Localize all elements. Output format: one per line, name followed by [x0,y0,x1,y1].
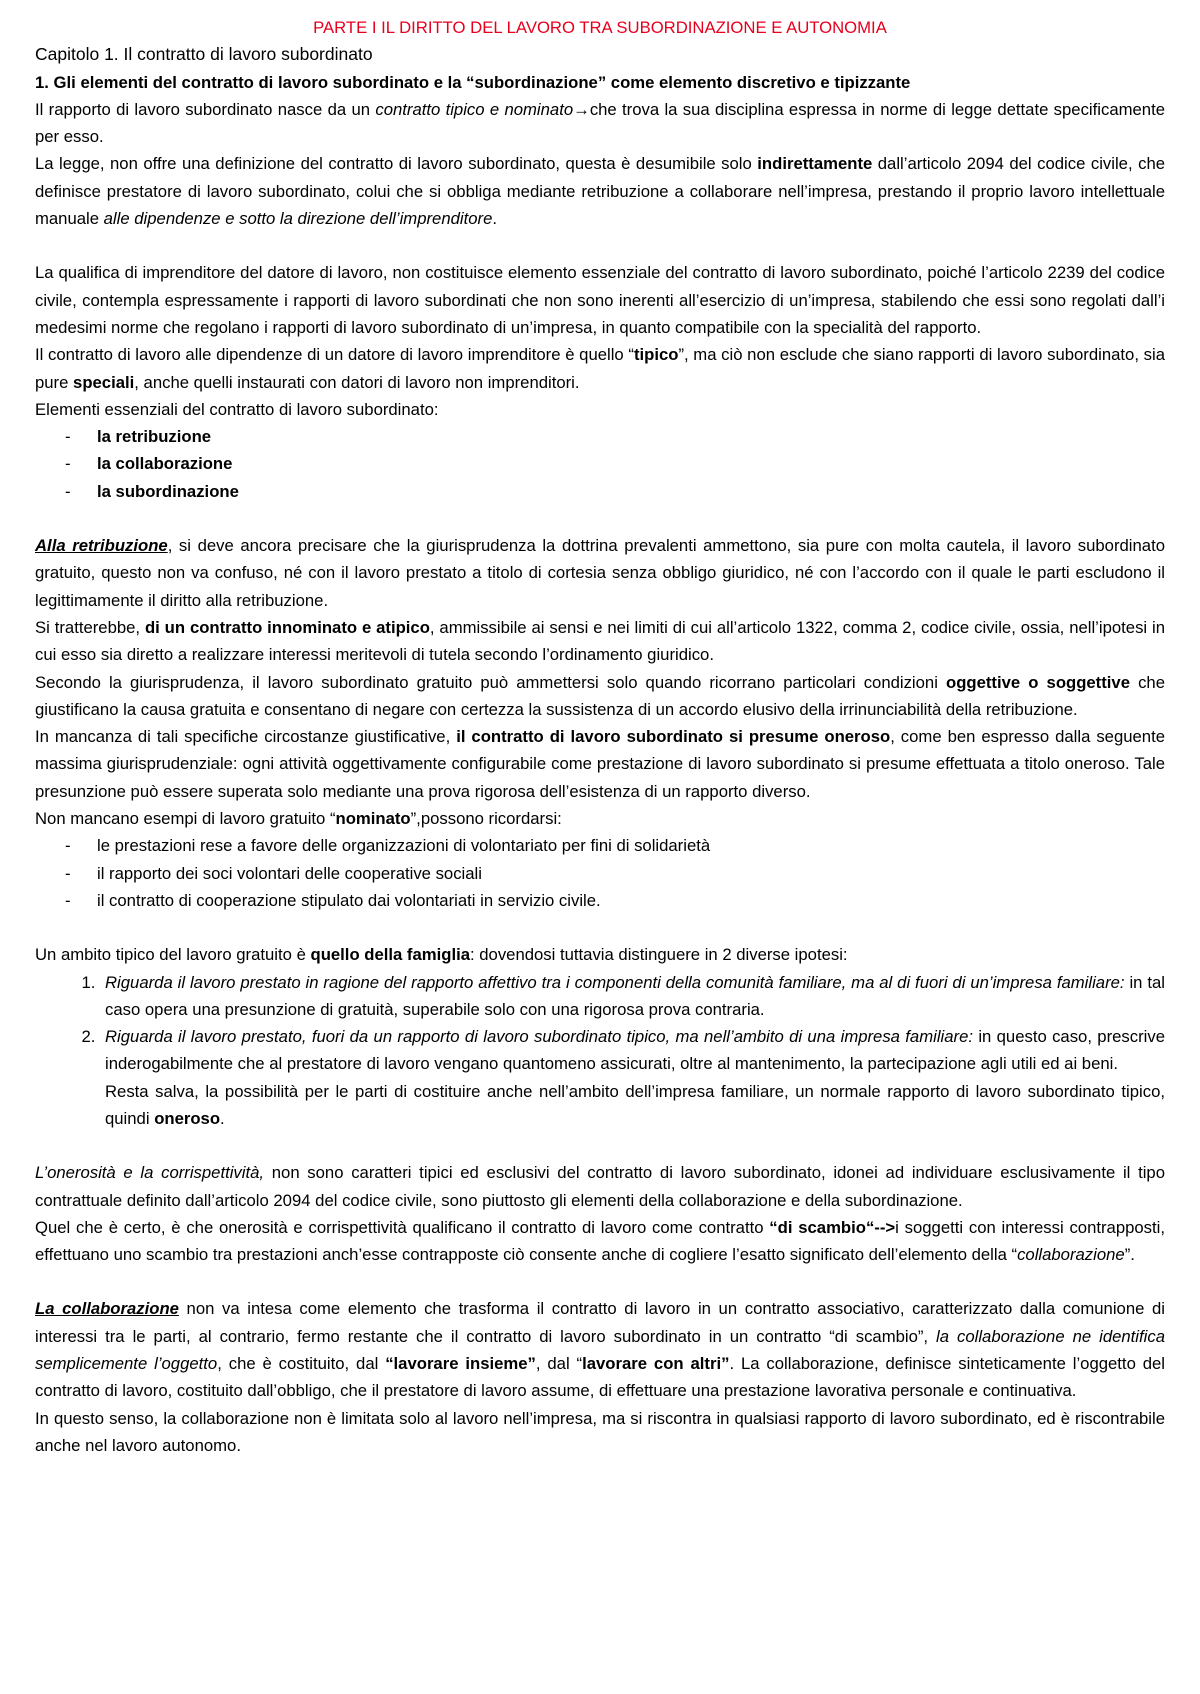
paragraph: Si tratterebbe, di un contratto innominato e atipico, ammissibile ai sensi e nei limiti di cui all’articolo 1322, comma 2, codice civile, ossia, nell’ipotesi in cui esso sia diretto a realizzare interessi meritevoli di tutela secondo l’ordinamento giuridico. [35,617,1165,665]
paragraph: Alla retribuzione, si deve ancora precisare che la giurisprudenza la dottrina prevalenti ammettono, sia pure con molta cautela, il lavoro subordinato gratuito, questo non va confuso, né con il lavoro prestato a titolo di cortesia senza obbligo giuridico, né con l’accordo con il quale le parti escludono il legittimamente il diritto alla retribuzione. [35,536,1165,610]
list-item-continuation: Resta salva, la possibilità per le parti di costituire anche nell’ambito dell’impresa familiare, un normale rapporto di lavoro subordinato tipico, quindi oneroso. [105,1081,1165,1128]
paragraph: La qualifica di imprenditore del datore di lavoro, non costituisce elemento essenziale del contratto di lavoro subordinato, poiché l’articolo 2239 del codice civile, contempla espressamente i rapporti di lavoro subordinati che non sono inerenti all’esercizio di un’impresa, stabilendo che essi sono regolati dall’i medesimi norme che regolano i rapporti di lavoro subordinato di un’impresa, in quanto compatibile con la specialità del rapporto. [35,263,1165,337]
chapter-title: Capitolo 1. Il contratto di lavoro subordinato [35,44,373,65]
paragraph: Un ambito tipico del lavoro gratuito è quello della famiglia: dovendosi tuttavia distinguere in 2 diverse ipotesi: [35,945,848,965]
paragraph: In mancanza di tali specifiche circostanze giustificative, il contratto di lavoro subordinato si presume oneroso, come ben espresso dalla seguente massima giurisprudenziale: ogni attività oggettivamente configurabile come prestazione di lavoro subordinato si presume effettuata a titolo oneroso. Tale presunzione può essere superata solo mediante una prova rigorosa dell’esistenza di un rapporto diverso. [35,727,1165,801]
list-item: 1. Riguarda il lavoro prestato in ragione del rapporto affettivo tra i componenti della comunità familiare, ma al di fuori di un’impresa familiare: in tal caso opera una presunzione di gratuità, superabile solo con una rigorosa prova contraria. [100,969,1165,1024]
gratuitous-work-examples-list [35,832,1165,914]
essential-elements-list [35,423,1165,505]
paragraph: La collaborazione non va intesa come elemento che trasforma il contratto di lavoro in un contratto associativo, caratterizzato dalla comunione di interessi tra le parti, al contrario, fermo restante che il contratto di lavoro subordinato in un contratto “di scambio”, la collaborazione ne identifica semplicemente l’oggetto, che è costituito, dal “lavorare insieme”, dal “lavorare con altri”. La collaborazione, definisce sinteticamente l’oggetto del contratto di lavoro, costituito dall’obbligo, che il prestatore di lavoro assume, di effettuare una prestazione lavorativa personale e continuativa. [35,1299,1165,1401]
family-hypotheses-list [35,969,1165,1133]
list-item: - la subordinazione [65,478,1165,505]
paragraph: In questo senso, la collaborazione non è limitata solo al lavoro nell’impresa, ma si riscontra in qualsiasi rapporto di lavoro subordinato, ed è riscontrabile anche nel lavoro autonomo. [35,1408,1165,1455]
list-item: 2. Riguarda il lavoro prestato, fuori da un rapporto di lavoro subordinato tipico, ma nell’ambito di una impresa familiare: in questo caso, prescrive inderogabilmente che al prestatore di lavoro vengano quantomeno assicurati, oltre al mantenimento, la partecipazione agli utili ed ai beni. Resta salva, la possibilità per le parti di costituire anche nell’ambito dell’impresa familiare, un normale rapporto di lavoro subordinato tipico, quindi oneroso. [100,1023,1165,1132]
paragraph: Non mancano esempi di lavoro gratuito “nominato”,possono ricordarsi: [35,809,562,829]
paragraph: Secondo la giurisprudenza, il lavoro subordinato gratuito può ammettersi solo quando ricorrano particolari condizioni oggettive o soggettive che giustificano la causa gratuita e consentano di negare con certezza la sussistenza di un accordo elusivo della irrinunciabilità della retribuzione. [35,672,1165,719]
list-item: - il rapporto dei soci volontari delle cooperative sociali [65,860,1165,887]
list-item: - la retribuzione [65,423,1165,450]
list-item: - le prestazioni rese a favore delle organizzazioni di volontariato per fini di solidarietà [65,832,1165,859]
paragraph: Il contratto di lavoro alle dipendenze di un datore di lavoro imprenditore è quello “tipico”, ma ciò non esclude che siano rapporti di lavoro subordinato, sia pure speciali, anche quelli instaurati con datori di lavoro non imprenditori. [35,345,1165,392]
paragraph: Elementi essenziali del contratto di lavoro subordinato: [35,399,439,419]
paragraph: La legge, non offre una definizione del contratto di lavoro subordinato, questa è desumibile solo indirettamente dall’articolo 2094 del codice civile, che definisce prestatore di lavoro subordinato, colui che si obbliga mediante retribuzione a collaborare nell’impresa, prestando il proprio lavoro intellettuale manuale alle dipendenze e sotto la direzione dell’imprenditore. [35,154,1166,229]
section-title: 1. Gli elementi del contratto di lavoro subordinato e la “subordinazione” come elemento discretivo e tipizzante [35,72,911,92]
list-item: - la collaborazione [65,450,1165,477]
part-title: PARTE I IL DIRITTO DEL LAVORO TRA SUBORDINAZIONE E AUTONOMIA [313,18,887,37]
paragraph: L’onerosità e la corrispettività, non sono caratteri tipici ed esclusivi del contratto di lavoro subordinato, idonei ad individuare esclusivamente il tipo contrattuale definito dall’articolo 2094 del codice civile, sono piuttosto gli elementi della collaborazione e della subordinazione. [35,1163,1165,1210]
paragraph: Il rapporto di lavoro subordinato nasce da un contratto tipico e nominato→che trova la sua disciplina espressa in norme di legge dettate specificamente per esso. [35,99,1165,147]
list-item: - il contratto di cooperazione stipulato dai volontariati in servizio civile. [65,887,1165,914]
paragraph: Quel che è certo, è che onerosità e corrispettività qualificano il contratto di lavoro come contratto “di scambio“-->i soggetti con interessi contrapposti, effettuano uno scambio tra prestazioni anch’esse contrapposte ciò consente anche di cogliere l’esatto significato dell’elemento della “collaborazione”. [35,1217,1165,1265]
